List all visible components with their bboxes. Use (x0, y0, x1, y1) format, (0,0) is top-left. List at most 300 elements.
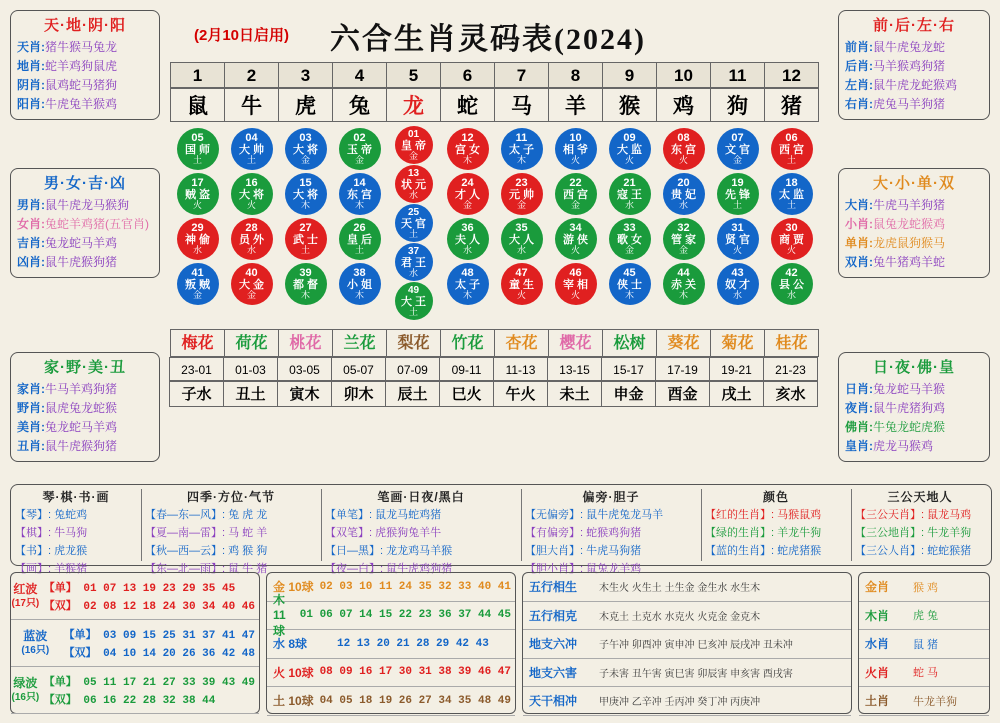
range-cell: 11-13 (493, 357, 548, 381)
zodiac-ball[interactable] (555, 218, 597, 260)
wave-numbers: 【双】 04 10 14 20 26 36 42 48 (63, 648, 255, 660)
ball-element: 火 (732, 245, 742, 255)
zodiac-ball[interactable] (395, 126, 433, 164)
ball-number: 23 (515, 177, 528, 189)
row-value: 兔牛猪鸡羊蛇 (873, 255, 946, 269)
zodiac-ball[interactable] (663, 173, 705, 215)
element-numbers: 01 06 07 14 15 22 23 36 37 44 45 (299, 609, 511, 622)
row-value: 虎兔马羊狗猪 (873, 97, 946, 111)
zodiac-ball[interactable] (663, 128, 705, 170)
row-value: 鼠牛虎猴狗猪 (45, 439, 118, 453)
ball-element: 金 (300, 155, 310, 165)
row-label: 阴肖: (17, 78, 45, 92)
zodiac-ball[interactable] (231, 263, 273, 305)
wave-label (11, 582, 40, 611)
relation-label: 地支六害 (529, 665, 578, 680)
ball-title: 西 宫 (562, 189, 589, 201)
relation-value: 木生火 火生土 土生金 金生水 水生木 (599, 583, 761, 595)
ball-title: 歌 女 (616, 234, 643, 246)
element-zodiac-value: 猴 鸡 (913, 581, 939, 594)
ball-title: 太 子 (508, 144, 535, 156)
attribute-band (10, 484, 992, 575)
ball-element: 火 (786, 245, 796, 255)
ball-title: 大 帅 (238, 144, 265, 156)
ball-title: 大 将 (238, 189, 265, 201)
ball-number: 08 (677, 132, 690, 144)
panel-jia-ye-mei-chou (10, 352, 160, 462)
element-label: 金 10球 (273, 580, 314, 595)
ball-element: 水 (732, 290, 742, 300)
ball-element: 土 (192, 155, 202, 165)
ball-title: 大 将 (292, 189, 319, 201)
ball-number: 20 (677, 177, 690, 189)
ball-element: 水 (408, 267, 418, 278)
zodiac-ball[interactable] (555, 173, 597, 215)
ball-element: 火 (678, 155, 688, 165)
stem-cell: 卯木 (331, 381, 386, 407)
group-line: 【东—北—雨】: 鼠 牛 猪 (145, 563, 268, 575)
stem-cell: 辰土 (385, 381, 440, 407)
relation-row (523, 573, 851, 602)
row-value: 鼠牛虎猴狗猪 (45, 255, 118, 269)
wave-table (10, 572, 260, 714)
ball-number: 38 (353, 267, 366, 279)
zodiac-ball[interactable] (447, 128, 489, 170)
relation-label: 五行相生 (529, 580, 578, 595)
ball-title: 都 督 (292, 279, 319, 291)
zodiac-ball[interactable] (177, 263, 219, 305)
group-title: 笔画·日夜/黑白 (377, 490, 465, 504)
zodiac-ball[interactable] (663, 218, 705, 260)
ball-element: 土 (408, 306, 418, 317)
ball-element: 水 (516, 245, 526, 255)
ball-element: 土 (354, 245, 364, 255)
zodiac-ball[interactable] (395, 165, 433, 203)
ball-title: 宰 相 (562, 279, 589, 291)
row-label: 男肖: (17, 198, 45, 212)
row-value: 马羊猴鸡狗猪 (873, 59, 946, 73)
zodiac-ball[interactable] (339, 263, 381, 305)
ball-column (332, 125, 387, 308)
column-number: 9 (602, 62, 657, 88)
panel-title: 男·女·吉·凶 (44, 175, 126, 192)
group-line: 【胆大肖】: 牛虎马狗猪 (525, 545, 642, 557)
element-label: 火 10球 (273, 665, 314, 680)
element-row (267, 593, 515, 639)
element-zodiac-value: 蛇 马 (913, 667, 939, 680)
ball-element: 火 (570, 290, 580, 300)
row-value: 鼠牛虎龙蛇猴鸡 (873, 78, 958, 92)
column-zodiac: 猴 (602, 88, 657, 122)
ball-column (548, 125, 603, 308)
ball-element: 火 (570, 245, 580, 255)
ball-title: 宫 女 (454, 144, 481, 156)
wave-row (11, 620, 259, 667)
group-line: 【书】: 虎龙猴 (15, 545, 88, 557)
row-value: 鼠牛虎兔龙蛇 (873, 40, 946, 54)
flower-cell: 杏花 (494, 329, 549, 357)
ball-number: 27 (299, 222, 312, 234)
relation-table (522, 572, 852, 714)
element-table (266, 572, 516, 714)
ball-element: 火 (624, 155, 634, 165)
flower-cell: 菊花 (710, 329, 765, 357)
ball-element: 金 (354, 155, 364, 165)
row-label: 前肖: (845, 40, 873, 54)
ball-element: 金 (192, 290, 202, 300)
page-title: 六合生肖灵码表(2024) (330, 23, 646, 56)
ball-number: 15 (299, 177, 312, 189)
attribute-group (11, 485, 141, 575)
row-label: 后肖: (845, 59, 873, 73)
panel-title: 前·后·左·右 (873, 17, 955, 34)
row-label: 佛肖: (845, 420, 873, 434)
element-label: 木 11球 (273, 593, 286, 639)
ball-element: 金 (462, 200, 472, 210)
element-label: 土 10球 (273, 694, 314, 709)
ball-column (440, 125, 495, 308)
ball-number: 49 (407, 284, 420, 296)
ball-number: 09 (623, 132, 636, 144)
ball-number: 47 (515, 267, 528, 279)
relation-value: 子未害 丑午害 寅巳害 卯辰害 申亥害 酉戌害 (599, 668, 793, 680)
ball-number: 21 (623, 177, 636, 189)
relation-row (523, 602, 851, 631)
group-title: 四季·方位·气节 (187, 490, 275, 504)
zodiac-ball[interactable] (771, 173, 813, 215)
zodiac-ball[interactable] (231, 218, 273, 260)
ball-number: 07 (731, 132, 744, 144)
ball-number: 33 (623, 222, 636, 234)
ball-title: 东 宫 (670, 144, 697, 156)
ball-column (170, 125, 225, 308)
ball-number: 06 (785, 132, 798, 144)
stem-branch-row (170, 381, 830, 407)
ball-column (710, 125, 765, 308)
range-cell: 03-05 (277, 357, 332, 381)
attribute-group (321, 485, 521, 575)
range-cell: 05-07 (331, 357, 386, 381)
wave-count: (16只) (21, 645, 50, 657)
row-value: 鼠牛虎龙马猴狗 (45, 198, 130, 212)
ball-number: 40 (245, 267, 258, 279)
group-line: 【三公地肖】: 牛龙羊狗 (855, 527, 972, 539)
ball-title: 员 外 (238, 234, 265, 246)
range-cell: 13-15 (547, 357, 602, 381)
group-line: 【绿的生肖】: 羊龙牛狗 (705, 527, 822, 539)
column-number: 1 (170, 62, 225, 88)
group-line: 【蓝的生肖】: 蛇虎猪猴 (705, 545, 822, 557)
row-label: 吉肖: (17, 236, 45, 250)
column-zodiac: 马 (494, 88, 549, 122)
ball-title: 才 人 (454, 189, 481, 201)
row-label: 天肖: (17, 40, 45, 54)
range-cell: 15-17 (601, 357, 656, 381)
ball-number: 05 (191, 132, 204, 144)
group-line: 【三公天肖】: 鼠龙马鸡 (855, 509, 972, 521)
ball-number: 04 (245, 132, 258, 144)
wave-numbers: 【单】 01 07 13 19 23 29 35 45 (43, 583, 236, 595)
zodiac-ball[interactable] (609, 173, 651, 215)
number-header-row (170, 62, 830, 88)
ball-number: 12 (461, 132, 474, 144)
ball-title: 玉 帝 (346, 144, 373, 156)
row-value: 兔龙蛇马羊鸡 (45, 236, 118, 250)
ball-number: 35 (515, 222, 528, 234)
element-zodiac-value: 虎 兔 (913, 610, 939, 623)
zodiac-code-table (170, 62, 830, 407)
relation-value: 子午冲 卯酉冲 寅申冲 巳亥冲 辰戌冲 丑未冲 (599, 640, 793, 652)
ball-title: 小 姐 (346, 279, 373, 291)
row-value: 猪牛猴马兔龙 (45, 40, 118, 54)
relation-label: 五行相克 (529, 608, 578, 623)
column-number: 7 (494, 62, 549, 88)
wave-name: 红波 (13, 581, 38, 596)
ball-element: 金 (624, 245, 634, 255)
group-line: 【单笔】: 鼠龙马蛇鸡猪 (325, 509, 442, 521)
ball-number: 39 (299, 267, 312, 279)
group-line: 【夏—南—雷】: 马 蛇 羊 (145, 527, 268, 539)
ball-number: 18 (785, 177, 798, 189)
wave-count: (17只) (11, 598, 40, 610)
zodiac-ball[interactable] (285, 128, 327, 170)
zodiac-ball[interactable] (717, 263, 759, 305)
ball-element: 金 (408, 150, 418, 161)
column-zodiac: 狗 (710, 88, 765, 122)
element-numbers: 12 13 20 21 28 29 42 43 (337, 637, 489, 650)
zodiac-ball[interactable] (177, 218, 219, 260)
element-label: 水 8球 (273, 637, 308, 652)
ball-title: 元 帅 (508, 189, 535, 201)
ball-title: 西 宫 (778, 144, 805, 156)
stem-cell: 午火 (493, 381, 548, 407)
zodiac-ball[interactable] (717, 128, 759, 170)
zodiac-ball[interactable] (231, 128, 273, 170)
column-zodiac: 羊 (548, 88, 603, 122)
ball-grid (170, 125, 830, 329)
row-value: 牛马羊鸡狗猪 (45, 382, 118, 396)
row-label: 地肖: (17, 59, 45, 73)
ball-element: 土 (408, 228, 418, 239)
column-zodiac: 猪 (764, 88, 819, 122)
zodiac-ball[interactable] (177, 173, 219, 215)
zodiac-ball[interactable] (501, 173, 543, 215)
zodiac-ball[interactable] (339, 218, 381, 260)
wave-values (60, 625, 259, 661)
relation-row (523, 630, 851, 659)
ball-number: 02 (353, 132, 366, 144)
panel-title: 家·野·美·丑 (44, 359, 126, 376)
ball-number: 30 (785, 222, 798, 234)
ball-element: 木 (462, 155, 472, 165)
group-line: 【三公人肖】: 蛇蛇猴猪 (855, 545, 972, 557)
zodiac-ball[interactable] (501, 263, 543, 305)
zodiac-ball[interactable] (285, 218, 327, 260)
flower-row (170, 329, 830, 357)
panel-nan-nv-ji-xiong (10, 168, 160, 278)
element-zodiac-row (859, 602, 989, 631)
panel-qian-hou-zuo-you (838, 10, 990, 120)
ball-title: 大 王 (400, 295, 427, 308)
ball-element: 金 (516, 200, 526, 210)
ball-element: 金 (570, 200, 580, 210)
zodiac-ball[interactable] (395, 204, 433, 242)
column-zodiac: 鼠 (170, 88, 225, 122)
stem-cell: 巳火 (439, 381, 494, 407)
ball-element: 土 (786, 155, 796, 165)
zodiac-ball[interactable] (771, 218, 813, 260)
relation-value: 木克土 土克水 水克火 火克金 金克木 (599, 611, 761, 623)
ball-title: 侠 士 (616, 279, 643, 291)
ball-number: 24 (461, 177, 474, 189)
row-label: 皇肖: (845, 439, 873, 453)
element-zodiac-value: 鼠 猪 (913, 638, 939, 651)
ball-element: 金 (732, 155, 742, 165)
row-value: 鼠兔龙蛇猴鸡 (873, 217, 946, 231)
ball-element: 木 (354, 290, 364, 300)
row-value: 兔龙蛇马羊鸡 (45, 420, 118, 434)
stem-cell: 申金 (601, 381, 656, 407)
panel-title: 大·小·单·双 (873, 175, 955, 192)
zodiac-ball[interactable] (771, 263, 813, 305)
element-row (267, 687, 515, 716)
zodiac-ball[interactable] (285, 263, 327, 305)
column-number: 2 (224, 62, 279, 88)
range-cell: 07-09 (385, 357, 440, 381)
row-label: 日肖: (845, 382, 873, 396)
zodiac-ball[interactable] (663, 263, 705, 305)
range-cell: 09-11 (439, 357, 494, 381)
wave-values (40, 578, 259, 614)
wave-label (11, 676, 40, 705)
element-zodiac-table (858, 572, 990, 714)
zodiac-ball[interactable] (609, 218, 651, 260)
zodiac-ball[interactable] (231, 173, 273, 215)
zodiac-ball[interactable] (717, 173, 759, 215)
ball-element: 火 (192, 200, 202, 210)
ball-number: 03 (299, 132, 312, 144)
zodiac-ball[interactable] (395, 282, 433, 320)
zodiac-ball[interactable] (339, 173, 381, 215)
column-number: 6 (440, 62, 495, 88)
ball-number: 25 (407, 206, 420, 218)
row-value: 牛虎马羊狗猪 (873, 198, 946, 212)
row-value: 龙虎鼠狗猴马 (873, 236, 946, 250)
zodiac-ball[interactable] (771, 128, 813, 170)
element-zodiac-label: 火肖 (865, 665, 890, 680)
relation-label: 地支六冲 (529, 637, 578, 652)
row-label: 双肖: (845, 255, 873, 269)
ball-title: 先 锋 (724, 189, 751, 201)
ball-element: 木 (516, 155, 526, 165)
ball-element: 土 (300, 245, 310, 255)
row-label: 凶肖: (17, 255, 45, 269)
ball-title: 大 将 (292, 144, 319, 156)
flower-cell: 葵花 (656, 329, 711, 357)
zodiac-header-row (170, 88, 830, 122)
element-zodiac-value: 牛龙羊狗 (913, 695, 957, 708)
ball-title: 神 偷 (184, 234, 211, 246)
range-cell: 21-23 (763, 357, 818, 381)
ball-title: 叛 贼 (184, 279, 211, 291)
range-cell: 17-19 (655, 357, 710, 381)
column-number: 8 (548, 62, 603, 88)
column-zodiac: 蛇 (440, 88, 495, 122)
zodiac-ball[interactable] (609, 128, 651, 170)
ball-element: 水 (624, 200, 634, 210)
panel-ri-ye-fo-huang (838, 352, 990, 462)
zodiac-ball[interactable] (447, 173, 489, 215)
zodiac-ball[interactable] (447, 218, 489, 260)
ball-number: 28 (245, 222, 258, 234)
zodiac-ball[interactable] (395, 243, 433, 281)
zodiac-ball[interactable] (339, 128, 381, 170)
element-numbers: 08 09 16 17 30 31 38 39 46 47 (319, 666, 511, 679)
flower-cell: 桂花 (764, 329, 819, 357)
row-value: 牛虎兔羊猴鸡 (45, 97, 118, 111)
ball-number: 43 (731, 267, 744, 279)
ball-column (224, 125, 279, 308)
zodiac-ball[interactable] (555, 263, 597, 305)
ball-number: 22 (569, 177, 582, 189)
range-cell: 23-01 (169, 357, 224, 381)
ball-number: 29 (191, 222, 204, 234)
zodiac-ball[interactable] (285, 173, 327, 215)
zodiac-ball[interactable] (501, 218, 543, 260)
ball-title: 皇 后 (346, 234, 373, 246)
ball-element: 水 (462, 245, 472, 255)
ball-element: 木 (354, 200, 364, 210)
ball-element: 土 (732, 200, 742, 210)
column-zodiac: 兔 (332, 88, 387, 122)
ball-number: 14 (353, 177, 366, 189)
ball-number: 31 (731, 222, 744, 234)
wave-numbers: 【双】 02 08 12 18 24 30 34 40 46 (43, 601, 255, 613)
ball-column (386, 125, 441, 321)
row-label: 左肖: (845, 78, 873, 92)
zodiac-ball[interactable] (717, 218, 759, 260)
flower-cell: 桃花 (278, 329, 333, 357)
zodiac-ball[interactable] (447, 263, 489, 305)
group-line: 【胆小肖】: 鼠兔龙羊鸡 (525, 563, 642, 575)
row-value: 鼠鸡蛇马猪狗 (45, 78, 118, 92)
ball-number: 01 (407, 128, 420, 140)
wave-row (11, 667, 259, 714)
ball-number: 37 (407, 245, 420, 257)
wave-numbers: 【双】 06 16 22 28 32 38 44 (43, 695, 216, 707)
ball-title: 相 爷 (562, 144, 589, 156)
row-value: 蛇羊鸡狗鼠虎 (45, 59, 118, 73)
stem-cell: 酉金 (655, 381, 710, 407)
element-zodiac-row (859, 659, 989, 688)
ball-number: 46 (569, 267, 582, 279)
wave-name: 绿波 (13, 675, 38, 690)
zodiac-ball[interactable] (501, 128, 543, 170)
row-label: 美肖: (17, 420, 45, 434)
ball-title: 贼 盗 (184, 189, 211, 201)
panel-title: 日·夜·佛·皇 (873, 359, 955, 376)
ball-title: 君 王 (400, 256, 427, 269)
ball-element: 水 (408, 189, 418, 200)
zodiac-ball[interactable] (609, 263, 651, 305)
ball-element: 金 (678, 245, 688, 255)
ball-title: 商 贾 (778, 234, 805, 246)
ball-number: 34 (569, 222, 582, 234)
zodiac-ball[interactable] (555, 128, 597, 170)
ball-title: 天 官 (400, 217, 427, 230)
zodiac-ball[interactable] (177, 128, 219, 170)
ball-element: 水 (192, 245, 202, 255)
